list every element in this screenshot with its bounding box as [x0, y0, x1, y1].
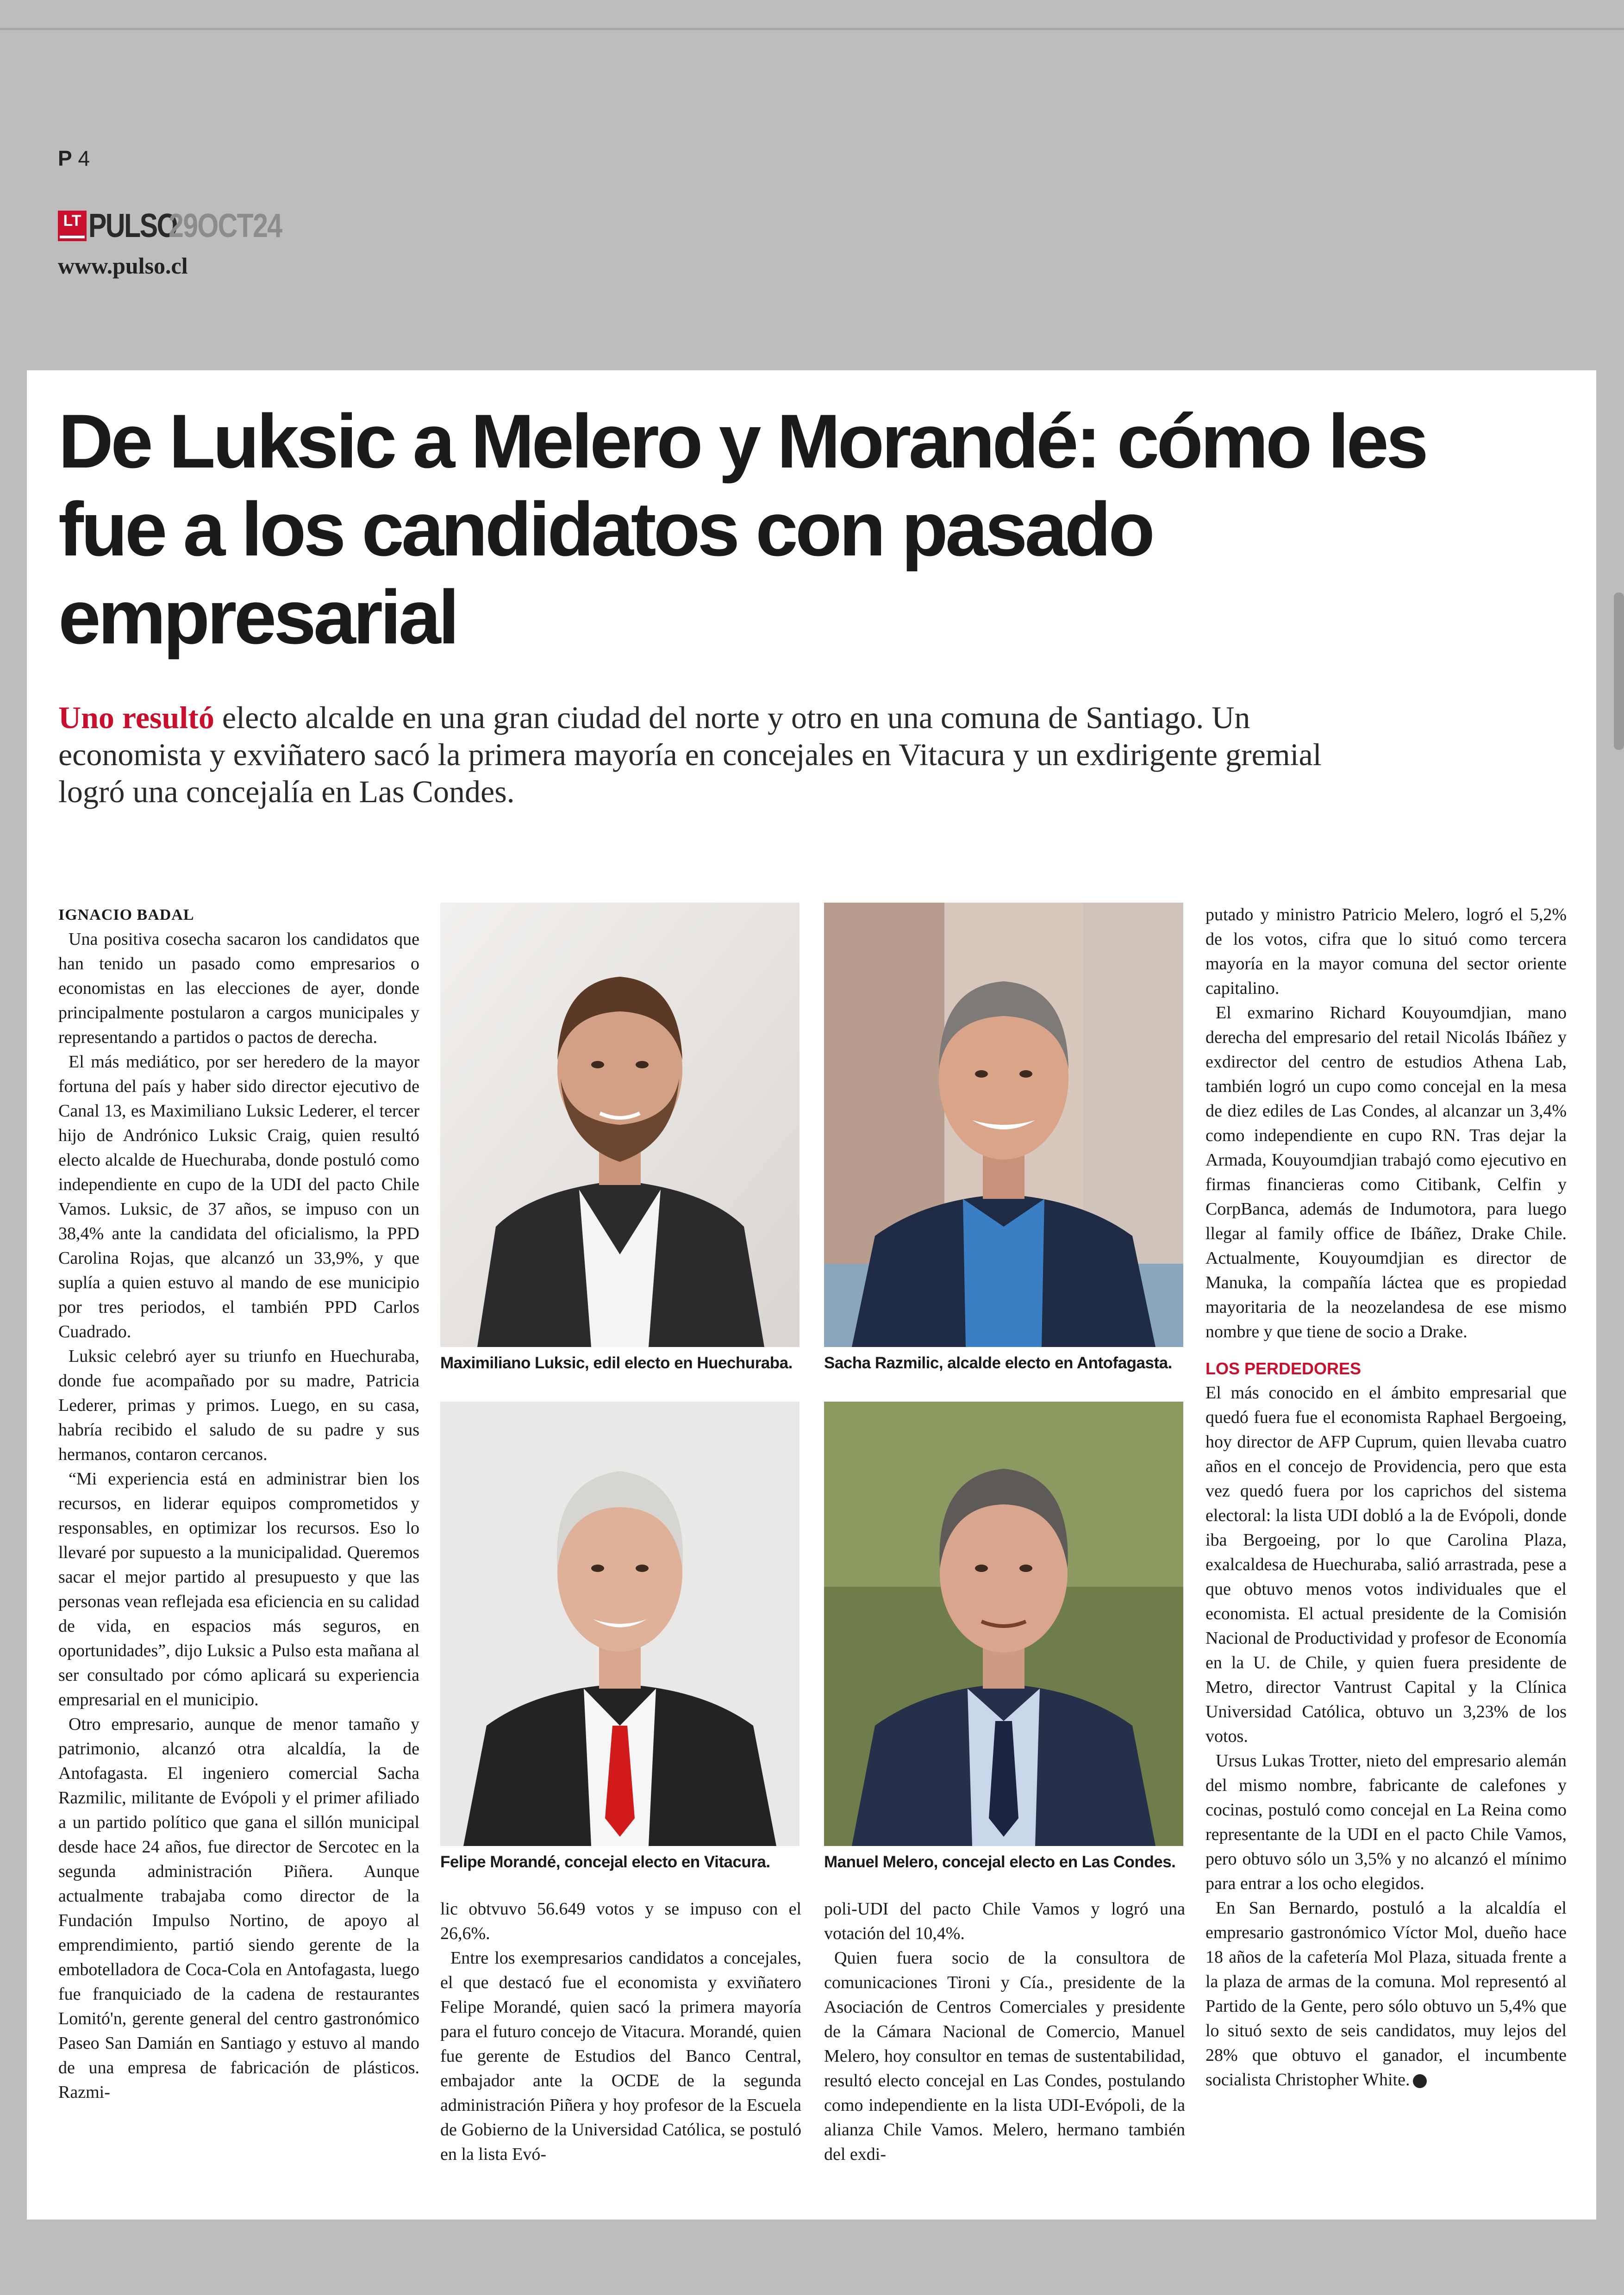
- paragraph: Una positiva cosecha sacaron los candidatos que han tenido un pasado como empresarios o economistas en las elecciones de ayer, donde principalmente postularon a cargos municipales y representando a partidos o pactos de derecha.: [58, 929, 419, 1047]
- paragraph: Quien fuera socio de la consultora de comunicaciones Tironi y Cía., presidente de la Asociación de Centros Comerciales y presidente de la Cámara Nacional de Comercio, Manuel Melero, hoy consultor en temas de sustentabilidad, resultó electo concejal en Las Condes, postulando como independiente en la lista UDI-Evópoli, de la alianza Chile Vamos. Melero, hermano también del exdi-: [824, 1948, 1185, 2164]
- page-number: P 4: [58, 146, 90, 170]
- lt-logo: LT: [58, 211, 87, 241]
- paragraph: putado y ministro Patricio Melero, logró el 5,2% de los votos, cifra que lo situó como tercera mayoría en la mayor comuna del sector oriente capitalino.: [1206, 905, 1567, 998]
- brand-name: PULSO: [88, 207, 177, 244]
- column-3: [824, 1897, 1185, 2167]
- top-divider: [0, 28, 1624, 30]
- column-4: [1206, 903, 1567, 2092]
- caption-luksic: Maximiliano Luksic, edil electo en Huechuraba.: [440, 1354, 793, 1372]
- photo-melero: [824, 1402, 1183, 1846]
- deck-lead: Uno resultó: [58, 700, 214, 735]
- photo-morande: [440, 1402, 800, 1846]
- paragraph: El exmarino Richard Kouyoumdjian, mano derecha del empresario del retail Nicolás Ibáñez y exdirector del centro de estudios Athena Lab, también logró un cupo como concejal en la mesa de diez ediles de Las Condes, al alcanzar un 3,4% como independiente en cupo RN. Tras dejar la Armada, Kouyoumdjian trabajó como ejecutivo en firmas financieras como Citibank, Celfin y CorpBanca, además de Indumotora, para luego llegar al family office de Ibáñez, Drake Chile. Actualmente, Kouyoumdjian es director de Manuka, la compañía láctea que es propiedad mayoritaria de la neozelandesa de ese mismo nombre y que tiene de socio a Drake.: [1206, 1003, 1567, 1341]
- paragraph: Ursus Lukas Trotter, nieto del empresario alemán del mismo nombre, fabricante de calefones y cocinas, postuló como concejal en La Reina como representante de la UDI en el pacto Chile Vamos, pero obtuvo sólo un 3,5% y no alcanzó el mínimo para entrar a los ocho elegidos.: [1206, 1751, 1567, 1893]
- column-1: [58, 903, 419, 2105]
- paragraph: El más mediático, por ser heredero de la mayor fortuna del país y haber sido director ejecutivo de Canal 13, es Maximiliano Luksic Lederer, el tercer hijo de Andrónico Luksic Craig, quien resultó electo alcalde de Huechuraba, donde postuló como independiente en cupo de la UDI del pacto Chile Vamos. Luksic, de 37 años, se impuso con un 38,4% ante la candidata del oficialismo, la PPD Carolina Rojas, que alcanzó un 33,9%, y que suplía a quien estuvo al mando de ese municipio por tres periodos, el también PPD Carlos Cuadrado.: [58, 1052, 419, 1341]
- paragraph-final: En San Bernardo, postuló a la alcaldía el empresario gastronómico Víctor Mol, dueño hace 18 años de la cafetería Mol Plaza, situada frente a la plaza de armas de la comuna. Mol representó al Partido de la Gente, pero sólo obtuvo un 5,4% que lo situó sexto de seis candidatos, muy lejos del 28% que obtuvo el ganador, el incumbente socialista Christopher White.: [1206, 1898, 1567, 2089]
- paragraph: “Mi experiencia está en administrar bien los recursos, en liderar equipos comprometidos y responsables, en optimizar los recursos. Eso lo llevaré por supuesto a la municipalidad. Queremos sacar el mejor partido al presupuesto y que las personas vean reflejada esa eficiencia en su calidad de vida, en espacios más seguros, en oportunidades”, dijo Luksic a Pulso esta mañana al ser consultado por cómo aplicará su experiencia empresarial en el municipio.: [58, 1469, 419, 1709]
- caption-melero: Manuel Melero, concejal electo en Las Condes.: [824, 1853, 1176, 1871]
- edition-date: 29OCT24: [169, 207, 282, 244]
- masthead: [58, 207, 306, 244]
- caption-morande: Felipe Morandé, concejal electo en Vitacura.: [440, 1853, 770, 1871]
- column-2: [440, 1897, 801, 2167]
- deck: [58, 699, 1355, 810]
- scrollbar-thumb[interactable]: [1614, 592, 1624, 750]
- paragraph: El más conocido en el ámbito empresarial que quedó fuera fue el economista Raphael Bergoeing, hoy director de AFP Cuprum, quien llevaba cuatro años en el concejo de Providencia, pero que esta vez quedó fuera por los caprichos del sistema electoral: la lista UDI dobló a la de Evópoli, donde iba Bergoeing, por lo que Carolina Plaza, exalcaldesa de Huechuraba, salió arrastrada, pese a que obtuvo menos votos individuales que el economista. El actual presidente de la Comisión Nacional de Productividad y profesor de Economía en la U. de Chile, y quien fuera presidente de Metro, director Vantrust Capital y la Clínica Universidad Católica, obtuvo un 3,23% de los votos.: [1206, 1383, 1567, 1746]
- paragraph: poli-UDI del pacto Chile Vamos y logró una votación del 10,4%.: [824, 1899, 1185, 1943]
- paragraph: Otro empresario, aunque de menor tamaño y patrimonio, alcanzó otra alcaldía, la de Antofagasta. El ingeniero comercial Sacha Razmilic, militante de Evópoli y el primer afiliado a un partido político que gana el sillón municipal desde hace 24 años, fue director de Sercotec en la segunda administración Piñera. Aunque actualmente trabajaba como director de la Fundación Impulso Nortino, de apoyo al emprendimiento, partió siendo gerente de la embotelladora de Coca-Cola en Antofagasta, luego fue franquiciado de la cadena de restaurantes Lomitó'n, gerente general del centro gastronómico Paseo San Damián en Santiago y estuvo al mando de una empresa de fabricación de plásticos. Razmi-: [58, 1715, 419, 2102]
- caption-razmilic: Sacha Razmilic, alcalde electo en Antofagasta.: [824, 1354, 1172, 1372]
- paragraph: lic obtvuvo 56.649 votos y se impuso con el 26,6%.: [440, 1899, 801, 1943]
- paragraph: Luksic celebró ayer su triunfo en Huechuraba, donde fue acompañado por su madre, Patricia Lederer, primas y primos. Luego, en su casa, habría recibido el saludo de su padre y sus hermanos, contaron cercanos.: [58, 1347, 419, 1464]
- deck-text: electo alcalde en una gran ciudad del norte y otro en una comuna de Santiago. Un economista y exviñatero sacó la primera mayoría en concejales en Vitacura y un exdirigente gremial logró una concejalía en Las Condes.: [58, 700, 1322, 809]
- photo-luksic: [440, 903, 800, 1347]
- headline: De Luksic a Melero y Morandé: cómo les fue a los candidatos con pasado empresarial: [58, 399, 1426, 660]
- section-subhead: LOS PERDEDORES: [1206, 1359, 1362, 1378]
- photo-razmilic: [824, 903, 1183, 1347]
- site-url[interactable]: www.pulso.cl: [58, 253, 188, 279]
- paragraph: Entre los exempresarios candidatos a concejales, el que destacó fue el economista y exviñatero Felipe Morandé, quien sacó la primera mayoría para el futuro concejo de Vitacura. Morandé, quien fue gerente de Estudios del Banco Central, embajador ante la OCDE de la segunda administración Piñera y hoy profesor de la Escuela de Gobierno de la Universidad Católica, se postuló en la lista Evó-: [440, 1948, 801, 2164]
- end-mark-icon: [1413, 2074, 1427, 2088]
- byline: IGNACIO BADAL: [58, 906, 194, 923]
- article-page: [27, 370, 1596, 2220]
